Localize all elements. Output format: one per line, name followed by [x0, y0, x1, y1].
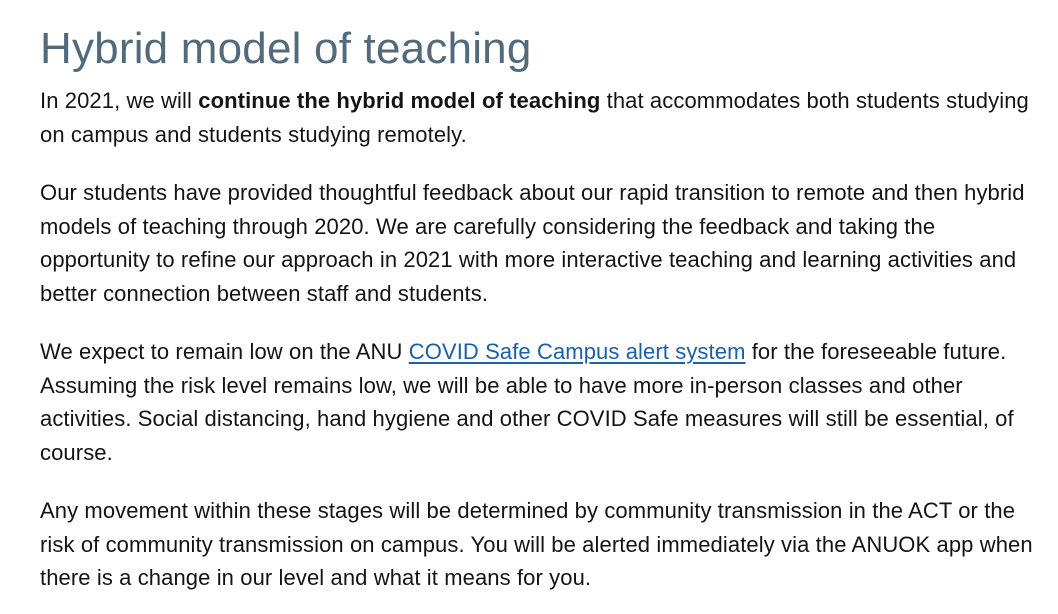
- paragraph-hybrid-intro: [40, 84, 1050, 151]
- paragraph-text: that accommodates both students studying on campus and students studying remotely.: [40, 88, 1029, 147]
- paragraph-text: We expect to remain low on the ANU: [40, 339, 409, 364]
- paragraph-text: In 2021, we will: [40, 88, 199, 113]
- paragraph-movement: Any movement within these stages will be determined by community transmission in the ACT or the risk of community transmission on campus. You will be alerted immediately via the ANUOK app when there is a change in our level and what it means for you.: [40, 498, 1033, 590]
- bold-text: continue the hybrid model of teaching: [198, 88, 601, 113]
- article-content: [40, 22, 1050, 595]
- paragraph-feedback: Our students have provided thoughtful feedback about our rapid transition to remote and then hybrid models of teaching through 2020. We are carefully considering the feedback and taking the opportunity to refine our approach in 2021 with more interactive teaching and learning activities and better connection between staff and students.: [40, 180, 1025, 306]
- paragraph-alert-level: [40, 335, 1050, 469]
- paragraph-text: for the foreseeable future. Assuming the risk level remains low, we will be able to have more in-person classes and other activities. Social distancing, hand hygiene and other COVID Safe measures will still be essential, of course.: [40, 339, 1014, 465]
- covid-safe-alert-link[interactable]: COVID Safe Campus alert system: [408, 339, 746, 364]
- page-title: Hybrid model of teaching: [40, 24, 532, 73]
